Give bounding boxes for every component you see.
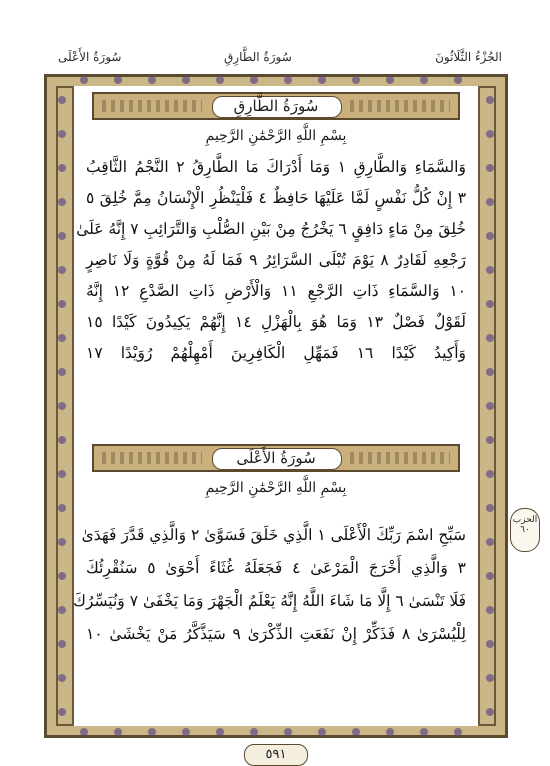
surah-title: سُورَةُ الطَّارِقِ xyxy=(233,97,319,115)
ornament-dot xyxy=(420,728,428,736)
juz-title: الجُزْءُ الثَّلَاثُونَ xyxy=(435,50,502,64)
verse-line: فَلَا تَنْسَىٰ ٦ إِلَّا مَا شَاءَ اللَّهُ إِنَّهُ يَعْلَمُ الْجَهْرَ وَمَا يَخْفَىٰ ٧ وَنُيَسِّرُكَ xyxy=(73,592,466,610)
ornament-dot xyxy=(58,470,66,478)
ornament-dot xyxy=(318,728,326,736)
ornament-dot xyxy=(80,728,88,736)
ornament-dot xyxy=(352,76,360,84)
ornament-dot xyxy=(58,640,66,648)
ornament-dot xyxy=(58,198,66,206)
ornament-dot xyxy=(386,728,394,736)
ornament-dot xyxy=(486,470,494,478)
verse-line: وَالسَّمَاءِ وَالطَّارِقِ ١ وَمَا أَدْرَاكَ مَا الطَّارِقُ ٢ النَّجْمُ الثَّاقِبُ xyxy=(86,158,466,176)
ornament-dot xyxy=(58,334,66,342)
ornament-dot xyxy=(486,606,494,614)
ornament-dot xyxy=(58,368,66,376)
ornament-dot xyxy=(58,232,66,240)
ornament-dot xyxy=(284,728,292,736)
ornament-dot xyxy=(486,436,494,444)
verse-line: سَبِّحِ اسْمَ رَبِّكَ الْأَعْلَى ١ الَّذِي خَلَقَ فَسَوَّىٰ ٢ وَالَّذِي قَدَّرَ فَهَدَىٰ xyxy=(81,526,466,544)
ornament-dot xyxy=(420,76,428,84)
ornament-dot xyxy=(148,728,156,736)
surah-title: سُورَةُ الأَعْلَى xyxy=(236,449,316,467)
ornament-dot xyxy=(352,728,360,736)
ornament-dot xyxy=(58,402,66,410)
ornament-dot xyxy=(486,300,494,308)
ornament-dot xyxy=(216,76,224,84)
ornament-dot xyxy=(486,232,494,240)
ornament-dot xyxy=(486,708,494,716)
ornament-dot xyxy=(486,266,494,274)
ornament-dot xyxy=(454,728,462,736)
basmala: بِسْمِ اللَّهِ الرَّحْمَٰنِ الرَّحِيمِ xyxy=(205,128,347,144)
ornament-dot xyxy=(182,76,190,84)
ornament-dot xyxy=(58,266,66,274)
hizb-label: الحزب xyxy=(512,515,538,525)
surah-banner-ala xyxy=(92,444,460,472)
ornament-dot xyxy=(148,76,156,84)
hizb-number: ٦٠ xyxy=(520,525,530,535)
verse-line: وَأَكِيدُ كَيْدًا ١٦ فَمَهِّلِ الْكَافِرِينَ أَمْهِلْهُمْ رُوَيْدًا ١٧ xyxy=(86,344,466,362)
header-surah-tariq: سُورَةُ الطَّارِقِ xyxy=(224,50,292,64)
ornament-dot xyxy=(58,538,66,546)
ornament-dot xyxy=(250,76,258,84)
verse-line: ٣ إِنْ كُلُّ نَفْسٍ لَمَّا عَلَيْهَا حَافِظٌ ٤ فَلْيَنْظُرِ الْإِنْسَانُ مِمَّ خُلِقَ ٥ xyxy=(86,189,467,207)
ornament-dot xyxy=(486,96,494,104)
verse-line: ١٠ وَالسَّمَاءِ ذَاتِ الرَّجْعِ ١١ وَالْأَرْضِ ذَاتِ الصَّدْعِ ١٢ إِنَّهُ xyxy=(86,282,467,300)
ornament-dot xyxy=(58,708,66,716)
ornament-dot xyxy=(58,300,66,308)
hizb-badge xyxy=(510,508,540,552)
ornament-dot xyxy=(58,504,66,512)
ornament-dot xyxy=(58,436,66,444)
ornament-dot xyxy=(216,728,224,736)
ornament-dot xyxy=(486,674,494,682)
ornament-dot xyxy=(58,96,66,104)
ornament-dot xyxy=(486,198,494,206)
ornament-dot xyxy=(486,334,494,342)
ornament-dot xyxy=(58,164,66,172)
ornament-dot xyxy=(114,76,122,84)
ornament-dot xyxy=(486,572,494,580)
ornament-dot xyxy=(486,538,494,546)
ornament-dot xyxy=(58,674,66,682)
ornament-dot xyxy=(114,728,122,736)
ornament-dot xyxy=(58,606,66,614)
ornament-dot xyxy=(486,402,494,410)
verse-line: ٣ وَالَّذِي أَخْرَجَ الْمَرْعَىٰ ٤ فَجَعَلَهُ غُثَاءً أَحْوَىٰ ٥ سَنُقْرِئُكَ xyxy=(86,559,466,577)
ornament-dot xyxy=(284,76,292,84)
ornament-dot xyxy=(486,368,494,376)
ornament-dot xyxy=(486,130,494,138)
basmala: بِسْمِ اللَّهِ الرَّحْمَٰنِ الرَّحِيمِ xyxy=(205,480,347,496)
verse-line: لَقَوْلٌ فَصْلٌ ١٣ وَمَا هُوَ بِالْهَزْلِ ١٤ إِنَّهُمْ يَكِيدُونَ كَيْدًا ١٥ xyxy=(86,313,467,331)
page-number: ٥٩١ xyxy=(244,744,308,766)
ornament-dot xyxy=(486,164,494,172)
ornament-dot xyxy=(386,76,394,84)
verse-line: رَجْعِهِ لَقَادِرٌ ٨ يَوْمَ تُبْلَى السَّرَائِرُ ٩ فَمَا لَهُ مِنْ قُوَّةٍ وَلَا نَاصِرٍ xyxy=(86,251,466,269)
ornament-dot xyxy=(486,640,494,648)
ornament-dot xyxy=(58,130,66,138)
ornament-dot xyxy=(486,504,494,512)
ornament-dot xyxy=(250,728,258,736)
verse-line: خُلِقَ مِنْ مَاءٍ دَافِقٍ ٦ يَخْرُجُ مِنْ بَيْنِ الصُّلْبِ وَالتَّرَائِبِ ٧ إِنَّهُ عَلَىٰ xyxy=(76,220,466,238)
surah-banner-tariq xyxy=(92,92,460,120)
ornament-dot xyxy=(182,728,190,736)
ornament-dot xyxy=(318,76,326,84)
ornament-dot xyxy=(58,572,66,580)
header-surah-ala: سُورَةُ الأَعْلَى xyxy=(58,50,122,64)
ornament-dot xyxy=(454,76,462,84)
ornament-dot xyxy=(80,76,88,84)
page-header xyxy=(44,44,508,74)
verse-line: لِلْيُسْرَىٰ ٨ فَذَكِّرْ إِنْ نَفَعَتِ الذِّكْرَىٰ ٩ سَيَذَّكَّرُ مَنْ يَخْشَىٰ ١٠ xyxy=(86,625,466,643)
